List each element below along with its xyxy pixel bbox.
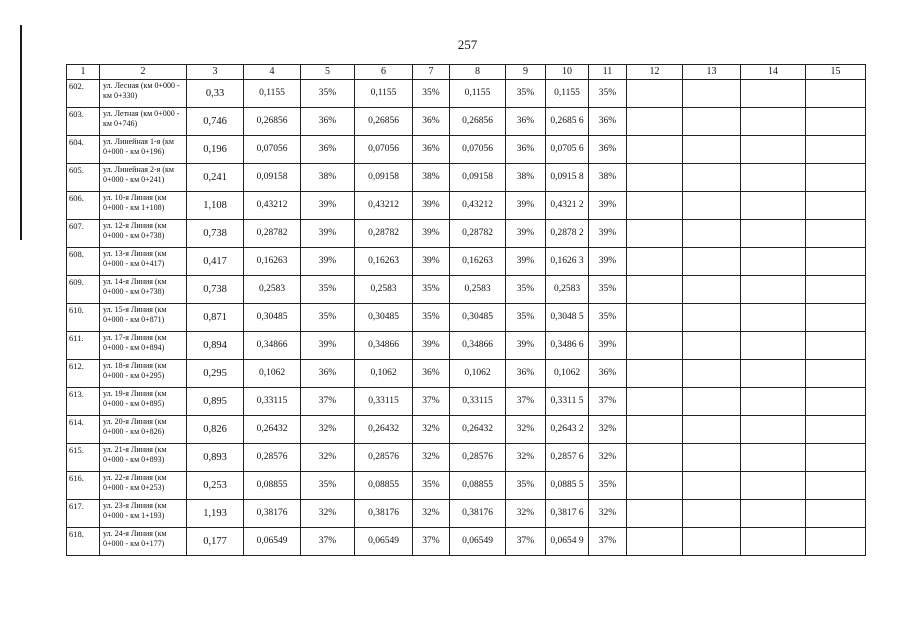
cell-empty-14 xyxy=(741,500,806,528)
cell-c7: 39% xyxy=(413,332,450,360)
cell-c11: 38% xyxy=(589,164,627,192)
cell-name: ул. 18-я Линия (км 0+000 - км 0+295) xyxy=(100,360,187,388)
cell-c5: 39% xyxy=(301,192,355,220)
cell-c7: 36% xyxy=(413,108,450,136)
column-header-10: 10 xyxy=(546,65,589,80)
cell-empty-14 xyxy=(741,276,806,304)
cell-name: ул. Линейная 1-я (км 0+000 - км 0+196) xyxy=(100,136,187,164)
cell-c11: 32% xyxy=(589,416,627,444)
cell-c5: 36% xyxy=(301,360,355,388)
cell-c3: 0,738 xyxy=(187,276,244,304)
cell-c10: 0,0915 8 xyxy=(546,164,589,192)
cell-c5: 39% xyxy=(301,220,355,248)
cell-empty-13 xyxy=(683,332,741,360)
table-row xyxy=(67,276,866,304)
column-header-13: 13 xyxy=(683,65,741,80)
cell-c8: 0,33115 xyxy=(450,388,506,416)
cell-c11: 39% xyxy=(589,192,627,220)
cell-c3: 0,253 xyxy=(187,472,244,500)
cell-empty-15 xyxy=(806,388,866,416)
cell-c11: 37% xyxy=(589,388,627,416)
cell-empty-12 xyxy=(627,192,683,220)
cell-num: 608. xyxy=(67,248,100,276)
cell-c11: 39% xyxy=(589,332,627,360)
cell-name: ул. 24-я Линия (км 0+000 - км 0+177) xyxy=(100,528,187,556)
cell-c9: 32% xyxy=(506,444,546,472)
cell-empty-13 xyxy=(683,80,741,108)
cell-empty-12 xyxy=(627,108,683,136)
cell-empty-12 xyxy=(627,304,683,332)
cell-c10: 0,2878 2 xyxy=(546,220,589,248)
column-header-2: 2 xyxy=(100,65,187,80)
cell-c4: 0,16263 xyxy=(244,248,301,276)
cell-empty-13 xyxy=(683,136,741,164)
cell-empty-13 xyxy=(683,388,741,416)
cell-c9: 35% xyxy=(506,472,546,500)
cell-c9: 39% xyxy=(506,248,546,276)
cell-c10: 0,1626 3 xyxy=(546,248,589,276)
cell-c8: 0,2583 xyxy=(450,276,506,304)
cell-c3: 0,295 xyxy=(187,360,244,388)
cell-empty-12 xyxy=(627,80,683,108)
cell-num: 614. xyxy=(67,416,100,444)
cell-empty-15 xyxy=(806,360,866,388)
cell-empty-12 xyxy=(627,360,683,388)
cell-c4: 0,28576 xyxy=(244,444,301,472)
cell-c5: 38% xyxy=(301,164,355,192)
cell-empty-15 xyxy=(806,472,866,500)
cell-c4: 0,09158 xyxy=(244,164,301,192)
cell-empty-15 xyxy=(806,80,866,108)
cell-empty-15 xyxy=(806,192,866,220)
cell-empty-13 xyxy=(683,360,741,388)
cell-empty-13 xyxy=(683,108,741,136)
cell-c5: 39% xyxy=(301,332,355,360)
table-row xyxy=(67,332,866,360)
cell-c9: 37% xyxy=(506,528,546,556)
cell-c8: 0,1155 xyxy=(450,80,506,108)
cell-empty-14 xyxy=(741,304,806,332)
cell-empty-15 xyxy=(806,444,866,472)
table-row xyxy=(67,472,866,500)
cell-c3: 0,177 xyxy=(187,528,244,556)
cell-num: 604. xyxy=(67,136,100,164)
cell-empty-15 xyxy=(806,332,866,360)
table-row xyxy=(67,304,866,332)
cell-c6: 0,26432 xyxy=(355,416,413,444)
cell-empty-14 xyxy=(741,332,806,360)
cell-c9: 39% xyxy=(506,220,546,248)
cell-empty-12 xyxy=(627,472,683,500)
cell-c3: 0,893 xyxy=(187,444,244,472)
cell-c6: 0,07056 xyxy=(355,136,413,164)
cell-c8: 0,09158 xyxy=(450,164,506,192)
table-row xyxy=(67,360,866,388)
cell-c4: 0,06549 xyxy=(244,528,301,556)
cell-empty-12 xyxy=(627,388,683,416)
cell-c4: 0,1155 xyxy=(244,80,301,108)
cell-c8: 0,07056 xyxy=(450,136,506,164)
cell-name: ул. 17-я Линия (км 0+000 - км 0+894) xyxy=(100,332,187,360)
cell-c6: 0,26856 xyxy=(355,108,413,136)
column-header-9: 9 xyxy=(506,65,546,80)
cell-c5: 35% xyxy=(301,472,355,500)
cell-c9: 35% xyxy=(506,304,546,332)
cell-empty-14 xyxy=(741,416,806,444)
cell-c10: 0,0654 9 xyxy=(546,528,589,556)
cell-c3: 0,746 xyxy=(187,108,244,136)
column-header-5: 5 xyxy=(301,65,355,80)
column-header-12: 12 xyxy=(627,65,683,80)
page-number: 257 xyxy=(457,37,478,52)
cell-c5: 35% xyxy=(301,304,355,332)
cell-c4: 0,38176 xyxy=(244,500,301,528)
cell-c7: 35% xyxy=(413,304,450,332)
cell-empty-13 xyxy=(683,416,741,444)
cell-empty-14 xyxy=(741,108,806,136)
cell-c11: 36% xyxy=(589,360,627,388)
cell-c7: 37% xyxy=(413,528,450,556)
cell-empty-12 xyxy=(627,276,683,304)
cell-empty-15 xyxy=(806,164,866,192)
cell-c6: 0,1062 xyxy=(355,360,413,388)
cell-name: ул. 10-я Линия (км 0+000 - км 1+108) xyxy=(100,192,187,220)
column-header-4: 4 xyxy=(244,65,301,80)
cell-empty-14 xyxy=(741,192,806,220)
cell-empty-14 xyxy=(741,472,806,500)
table-row xyxy=(67,220,866,248)
cell-empty-14 xyxy=(741,164,806,192)
cell-num: 616. xyxy=(67,472,100,500)
cell-c7: 32% xyxy=(413,416,450,444)
cell-c7: 32% xyxy=(413,444,450,472)
column-header-6: 6 xyxy=(355,65,413,80)
cell-empty-14 xyxy=(741,528,806,556)
cell-c5: 32% xyxy=(301,500,355,528)
cell-c6: 0,30485 xyxy=(355,304,413,332)
cell-empty-13 xyxy=(683,192,741,220)
cell-c11: 36% xyxy=(589,136,627,164)
column-header-14: 14 xyxy=(741,65,806,80)
cell-c9: 32% xyxy=(506,416,546,444)
cell-c10: 0,2857 6 xyxy=(546,444,589,472)
cell-c5: 37% xyxy=(301,528,355,556)
cell-c9: 39% xyxy=(506,332,546,360)
cell-c7: 38% xyxy=(413,164,450,192)
cell-name: ул. 13-я Линия (км 0+000 - км 0+417) xyxy=(100,248,187,276)
cell-name: ул. Лесная (км 0+000 - км 0+330) xyxy=(100,80,187,108)
cell-c9: 36% xyxy=(506,108,546,136)
cell-empty-13 xyxy=(683,472,741,500)
cell-c11: 35% xyxy=(589,304,627,332)
table-row xyxy=(67,248,866,276)
cell-c11: 39% xyxy=(589,248,627,276)
cell-empty-12 xyxy=(627,164,683,192)
cell-name: ул. 15-я Линия (км 0+000 - км 0+871) xyxy=(100,304,187,332)
cell-c10: 0,3311 5 xyxy=(546,388,589,416)
cell-c5: 39% xyxy=(301,248,355,276)
cell-name: ул. 19-я Линия (км 0+000 - км 0+895) xyxy=(100,388,187,416)
cell-c5: 37% xyxy=(301,388,355,416)
cell-empty-14 xyxy=(741,360,806,388)
cell-empty-14 xyxy=(741,388,806,416)
cell-num: 602. xyxy=(67,80,100,108)
table-row xyxy=(67,80,866,108)
cell-c11: 39% xyxy=(589,220,627,248)
cell-empty-12 xyxy=(627,416,683,444)
cell-c7: 39% xyxy=(413,220,450,248)
cell-num: 615. xyxy=(67,444,100,472)
table-row xyxy=(67,192,866,220)
cell-empty-13 xyxy=(683,304,741,332)
cell-c11: 32% xyxy=(589,500,627,528)
cell-c4: 0,26432 xyxy=(244,416,301,444)
header-row xyxy=(67,65,866,80)
cell-c11: 35% xyxy=(589,276,627,304)
cell-c3: 0,241 xyxy=(187,164,244,192)
cell-c8: 0,26856 xyxy=(450,108,506,136)
cell-empty-15 xyxy=(806,528,866,556)
cell-empty-15 xyxy=(806,304,866,332)
cell-num: 603. xyxy=(67,108,100,136)
column-header-15: 15 xyxy=(806,65,866,80)
cell-empty-15 xyxy=(806,500,866,528)
cell-name: ул. 22-я Линия (км 0+000 - км 0+253) xyxy=(100,472,187,500)
cell-c10: 0,2685 6 xyxy=(546,108,589,136)
cell-c6: 0,1155 xyxy=(355,80,413,108)
table-row xyxy=(67,528,866,556)
cell-empty-13 xyxy=(683,528,741,556)
cell-c9: 37% xyxy=(506,388,546,416)
cell-c8: 0,30485 xyxy=(450,304,506,332)
cell-c7: 32% xyxy=(413,500,450,528)
cell-empty-15 xyxy=(806,220,866,248)
column-header-7: 7 xyxy=(413,65,450,80)
cell-c10: 0,2643 2 xyxy=(546,416,589,444)
cell-c4: 0,43212 xyxy=(244,192,301,220)
cell-empty-13 xyxy=(683,500,741,528)
cell-num: 618. xyxy=(67,528,100,556)
cell-name: ул. 14-я Линия (км 0+000 - км 0+738) xyxy=(100,276,187,304)
cell-num: 612. xyxy=(67,360,100,388)
cell-empty-15 xyxy=(806,276,866,304)
cell-empty-13 xyxy=(683,164,741,192)
cell-c5: 35% xyxy=(301,80,355,108)
cell-c8: 0,43212 xyxy=(450,192,506,220)
cell-c7: 39% xyxy=(413,192,450,220)
cell-c9: 36% xyxy=(506,360,546,388)
cell-c11: 37% xyxy=(589,528,627,556)
cell-c8: 0,28576 xyxy=(450,444,506,472)
column-header-11: 11 xyxy=(589,65,627,80)
cell-c6: 0,06549 xyxy=(355,528,413,556)
cell-c8: 0,38176 xyxy=(450,500,506,528)
cell-c6: 0,2583 xyxy=(355,276,413,304)
cell-c8: 0,08855 xyxy=(450,472,506,500)
cell-c10: 0,3817 6 xyxy=(546,500,589,528)
cell-c6: 0,43212 xyxy=(355,192,413,220)
cell-c8: 0,26432 xyxy=(450,416,506,444)
cell-empty-13 xyxy=(683,276,741,304)
cell-empty-15 xyxy=(806,416,866,444)
cell-empty-14 xyxy=(741,248,806,276)
cell-empty-12 xyxy=(627,528,683,556)
cell-c9: 39% xyxy=(506,192,546,220)
cell-c3: 0,826 xyxy=(187,416,244,444)
cell-empty-12 xyxy=(627,248,683,276)
cell-c4: 0,30485 xyxy=(244,304,301,332)
cell-c5: 36% xyxy=(301,136,355,164)
cell-empty-12 xyxy=(627,332,683,360)
cell-c5: 32% xyxy=(301,416,355,444)
table-row xyxy=(67,136,866,164)
cell-name: ул. 12-я Линия (км 0+000 - км 0+738) xyxy=(100,220,187,248)
table-body xyxy=(67,80,866,556)
cell-c6: 0,34866 xyxy=(355,332,413,360)
table-row xyxy=(67,444,866,472)
cell-c6: 0,28576 xyxy=(355,444,413,472)
cell-empty-14 xyxy=(741,220,806,248)
cell-c11: 36% xyxy=(589,108,627,136)
cell-empty-14 xyxy=(741,80,806,108)
cell-c9: 35% xyxy=(506,80,546,108)
cell-c8: 0,1062 xyxy=(450,360,506,388)
cell-num: 607. xyxy=(67,220,100,248)
cell-c3: 0,417 xyxy=(187,248,244,276)
cell-empty-13 xyxy=(683,248,741,276)
cell-c8: 0,28782 xyxy=(450,220,506,248)
cell-c5: 32% xyxy=(301,444,355,472)
cell-c10: 0,0885 5 xyxy=(546,472,589,500)
column-header-8: 8 xyxy=(450,65,506,80)
cell-c9: 38% xyxy=(506,164,546,192)
cell-c4: 0,07056 xyxy=(244,136,301,164)
cell-name: ул. Летная (км 0+000 - км 0+746) xyxy=(100,108,187,136)
cell-c4: 0,34866 xyxy=(244,332,301,360)
cell-c3: 0,196 xyxy=(187,136,244,164)
cell-c3: 0,894 xyxy=(187,332,244,360)
cell-c9: 32% xyxy=(506,500,546,528)
cell-name: ул. Линейная 2-я (км 0+000 - км 0+241) xyxy=(100,164,187,192)
cell-c9: 36% xyxy=(506,136,546,164)
cell-empty-15 xyxy=(806,136,866,164)
cell-c7: 39% xyxy=(413,248,450,276)
cell-c6: 0,33115 xyxy=(355,388,413,416)
cell-c7: 36% xyxy=(413,136,450,164)
cell-c11: 35% xyxy=(589,80,627,108)
cell-c5: 36% xyxy=(301,108,355,136)
table-row xyxy=(67,164,866,192)
cell-c10: 0,2583 xyxy=(546,276,589,304)
cell-num: 605. xyxy=(67,164,100,192)
cell-c4: 0,33115 xyxy=(244,388,301,416)
data-table xyxy=(66,64,866,556)
cell-empty-12 xyxy=(627,500,683,528)
cell-empty-15 xyxy=(806,248,866,276)
cell-name: ул. 23-я Линия (км 0+000 - км 1+193) xyxy=(100,500,187,528)
cell-num: 609. xyxy=(67,276,100,304)
cell-c10: 0,1062 xyxy=(546,360,589,388)
cell-c7: 36% xyxy=(413,360,450,388)
cell-c4: 0,2583 xyxy=(244,276,301,304)
cell-c3: 1,193 xyxy=(187,500,244,528)
cell-c11: 32% xyxy=(589,444,627,472)
cell-c4: 0,1062 xyxy=(244,360,301,388)
column-header-3: 3 xyxy=(187,65,244,80)
cell-num: 610. xyxy=(67,304,100,332)
cell-c8: 0,34866 xyxy=(450,332,506,360)
scan-margin-line xyxy=(20,25,22,240)
cell-empty-12 xyxy=(627,136,683,164)
cell-c11: 35% xyxy=(589,472,627,500)
cell-c4: 0,08855 xyxy=(244,472,301,500)
table-row xyxy=(67,388,866,416)
cell-c3: 1,108 xyxy=(187,192,244,220)
cell-c3: 0,895 xyxy=(187,388,244,416)
cell-c6: 0,08855 xyxy=(355,472,413,500)
cell-c8: 0,16263 xyxy=(450,248,506,276)
cell-c3: 0,871 xyxy=(187,304,244,332)
cell-c4: 0,26856 xyxy=(244,108,301,136)
cell-c8: 0,06549 xyxy=(450,528,506,556)
cell-c5: 35% xyxy=(301,276,355,304)
cell-name: ул. 21-я Линия (км 0+000 - км 0+893) xyxy=(100,444,187,472)
table-row xyxy=(67,500,866,528)
table-row xyxy=(67,416,866,444)
cell-c10: 0,4321 2 xyxy=(546,192,589,220)
cell-c10: 0,3048 5 xyxy=(546,304,589,332)
cell-num: 606. xyxy=(67,192,100,220)
cell-c10: 0,3486 6 xyxy=(546,332,589,360)
cell-empty-13 xyxy=(683,220,741,248)
cell-c3: 0,738 xyxy=(187,220,244,248)
cell-name: ул. 20-я Линия (км 0+000 - км 0+826) xyxy=(100,416,187,444)
cell-c6: 0,16263 xyxy=(355,248,413,276)
cell-empty-15 xyxy=(806,108,866,136)
table-row xyxy=(67,108,866,136)
cell-num: 611. xyxy=(67,332,100,360)
cell-c7: 35% xyxy=(413,80,450,108)
cell-c6: 0,09158 xyxy=(355,164,413,192)
cell-empty-14 xyxy=(741,136,806,164)
cell-c10: 0,0705 6 xyxy=(546,136,589,164)
cell-empty-14 xyxy=(741,444,806,472)
cell-c7: 35% xyxy=(413,472,450,500)
cell-c7: 37% xyxy=(413,388,450,416)
cell-num: 613. xyxy=(67,388,100,416)
column-header-1: 1 xyxy=(67,65,100,80)
cell-empty-13 xyxy=(683,444,741,472)
cell-c9: 35% xyxy=(506,276,546,304)
cell-c6: 0,28782 xyxy=(355,220,413,248)
cell-empty-12 xyxy=(627,220,683,248)
cell-c4: 0,28782 xyxy=(244,220,301,248)
cell-c10: 0,1155 xyxy=(546,80,589,108)
cell-c3: 0,33 xyxy=(187,80,244,108)
cell-c6: 0,38176 xyxy=(355,500,413,528)
cell-c7: 35% xyxy=(413,276,450,304)
cell-num: 617. xyxy=(67,500,100,528)
cell-empty-12 xyxy=(627,444,683,472)
